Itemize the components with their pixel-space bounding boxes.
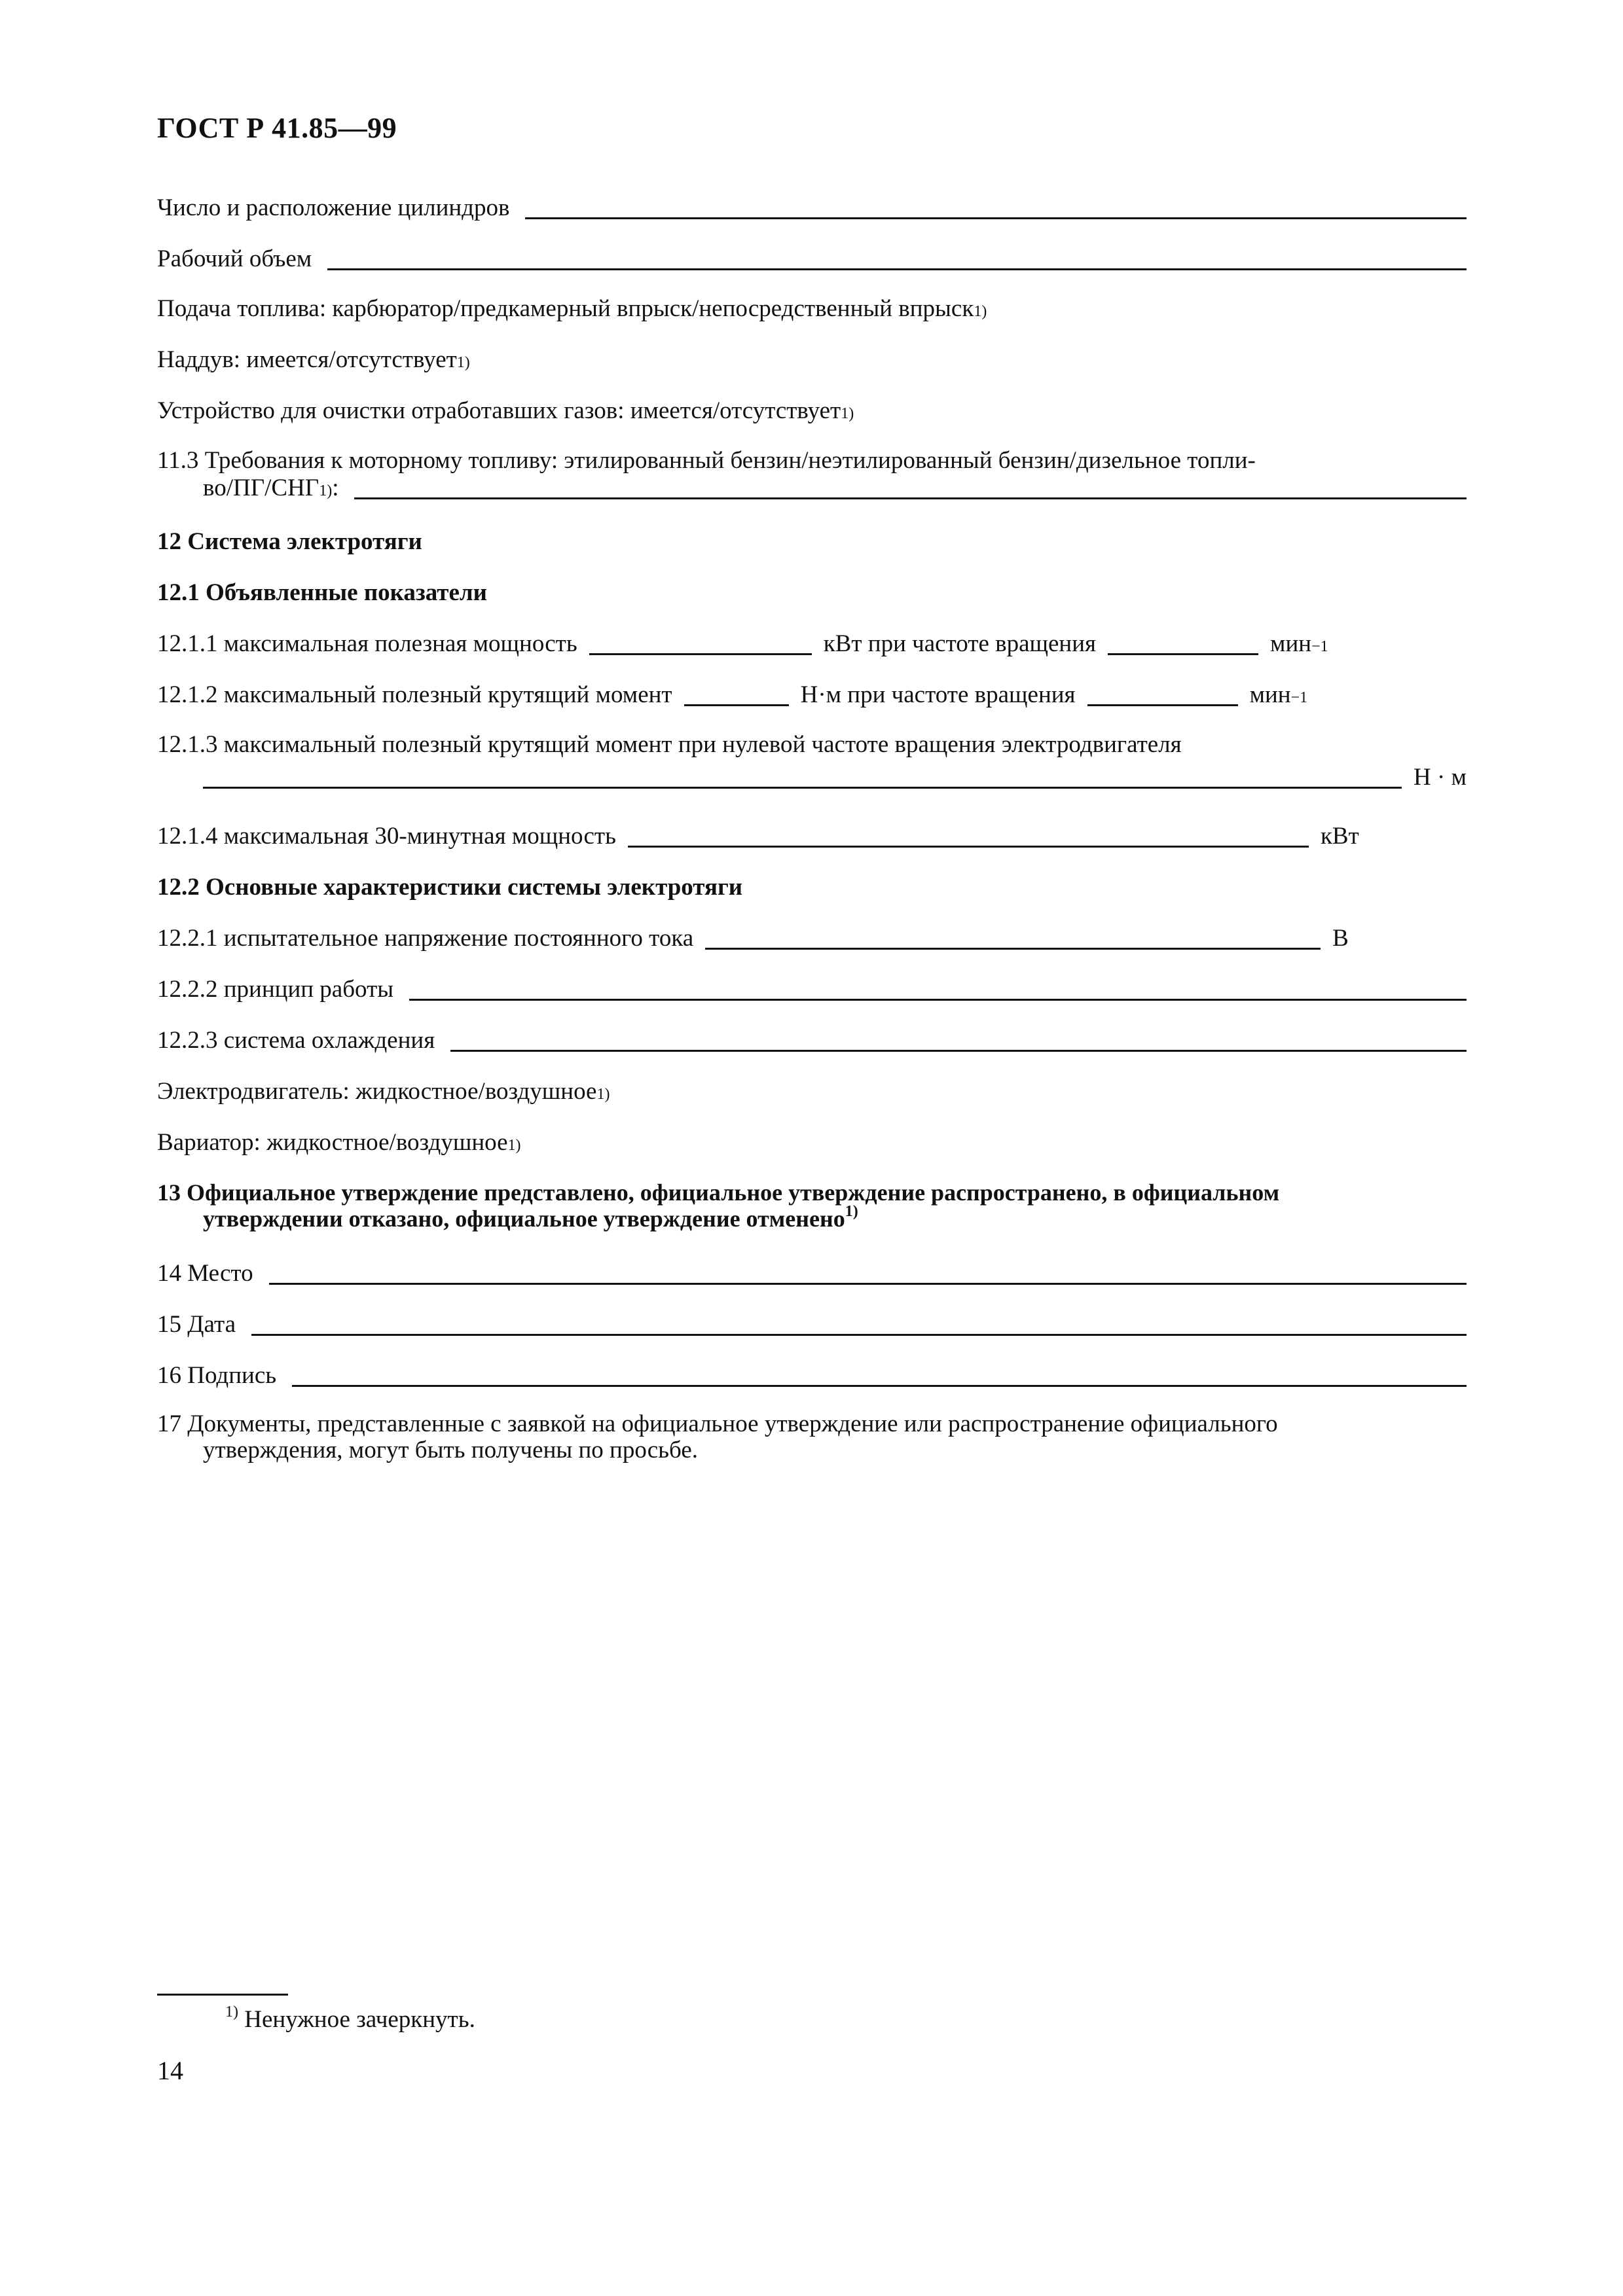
footnote-ref: 1): [845, 1203, 858, 1220]
item-12-1-1-unit: кВт при частоте вращения: [823, 630, 1097, 657]
max-power-speed-field[interactable]: [1108, 634, 1258, 655]
variator-row: Вариатор: жидкостное/воздушное 1): [157, 1129, 521, 1156]
item-12-2-1-label: 12.2.1 испытательное напряжение постоянного тока: [157, 925, 694, 952]
footnote-divider: [157, 1994, 288, 1996]
section-13-line2: [157, 1203, 1467, 1232]
signature-label: 16 Подпись: [157, 1362, 277, 1389]
motor-row: Электродвигатель: жидкостное/воздушное 1): [157, 1078, 610, 1105]
date-label: 15 Дата: [157, 1311, 236, 1338]
footnote-mark: 1): [225, 2003, 238, 2020]
exhaust-cleaning-row: Устройство для очистки отработавших газов: имеется/отсутствует 1): [157, 397, 854, 424]
item-12-1-1-row: 12.1.1 максимальная полезная мощность кВт при частоте вращения мин −1: [157, 630, 1328, 657]
fuel-supply-row: Подача топлива: карбюратор/предкамерный впрыск/непосредственный впрыск 1): [157, 295, 987, 322]
section-12-1-title: [157, 579, 1467, 607]
operating-principle-field[interactable]: [409, 979, 1467, 1001]
item-12-1-3-label: 12.1.3 максимальный полезный крутящий момент при нулевой частоте вращения электродвигателя: [157, 731, 1182, 758]
item-12-1-3-block: [157, 732, 1467, 791]
item-12-2-2-label: 12.2.2 принцип работы: [157, 976, 394, 1003]
section-12-title-text: 12 Система электротяги: [157, 528, 422, 555]
item-12-1-4-row: [157, 822, 1467, 850]
document-header: ГОСТ Р 41.85—99: [157, 112, 397, 144]
section-17-block: [157, 1411, 1467, 1463]
section-13-block: [157, 1179, 1467, 1232]
displacement-field[interactable]: [327, 249, 1467, 270]
fuel-requirements-block: [157, 448, 1467, 501]
item-12-1-4-end: кВт: [1320, 823, 1359, 850]
supercharge-label: Наддув: имеется/отсутствует: [157, 346, 457, 373]
fuel-requirements-line2: во/ПГ/СНГ 1) :: [157, 474, 1467, 501]
item-12-1-3-line2: [157, 763, 1467, 791]
item-12-1-2-label: 12.1.2 максимальный полезный крутящий момент: [157, 681, 672, 708]
date-field[interactable]: [251, 1314, 1467, 1336]
max-torque-field[interactable]: [684, 685, 789, 706]
item-12-1-3-end: Н · м: [1413, 764, 1467, 791]
section-17-line2: утверждения, могут быть получены по просьбе.: [203, 1437, 699, 1463]
displacement-row: [157, 245, 1467, 273]
section-12-2-title: [157, 873, 1467, 901]
test-voltage-field[interactable]: [705, 928, 1321, 950]
max-30min-power-field[interactable]: [628, 826, 1309, 848]
item-12-2-3-row: [157, 1026, 1467, 1054]
item-12-2-3-label: 12.2.3 система охлаждения: [157, 1027, 435, 1054]
motor-label: Электродвигатель: жидкостное/воздушное: [157, 1078, 597, 1105]
cylinders-row: [157, 194, 1467, 222]
signature-row: [157, 1361, 1467, 1390]
exhaust-cleaning-label: Устройство для очистки отработавших газов: имеется/отсутствует: [157, 397, 841, 424]
footnote: [225, 2005, 475, 2034]
item-12-1-1-end: мин: [1270, 630, 1312, 657]
zero-speed-torque-field[interactable]: [203, 767, 1402, 789]
item-12-1-4-label: 12.1.4 максимальная 30-минутная мощность: [157, 823, 616, 850]
item-12-2-2-row: [157, 975, 1467, 1003]
place-row: [157, 1259, 1467, 1287]
date-row: [157, 1310, 1467, 1338]
variator-label: Вариатор: жидкостное/воздушное: [157, 1129, 508, 1156]
item-12-1-2-row: 12.1.2 максимальный полезный крутящий момент Н·м при частоте вращения мин −1: [157, 681, 1308, 708]
item-12-1-2-end: мин: [1249, 681, 1291, 708]
fuel-requirements-field[interactable]: [354, 478, 1467, 499]
fuel-requirements-line1: 11.3 Требования к моторному топливу: этилированный бензин/неэтилированный бензин/дизельное топли-: [157, 447, 1256, 474]
signature-field[interactable]: [292, 1365, 1467, 1387]
section-13-line1: 13 Официальное утверждение представлено, официальное утверждение распространено, в официальном: [157, 1179, 1280, 1206]
cylinders-field[interactable]: [525, 198, 1467, 219]
place-label: 14 Место: [157, 1260, 253, 1287]
cooling-system-field[interactable]: [450, 1030, 1467, 1052]
item-12-1-1-label: 12.1.1 максимальная полезная мощность: [157, 630, 577, 657]
fuel-requirements-line2-text: во/ПГ/СНГ: [203, 475, 319, 501]
max-torque-speed-field[interactable]: [1087, 685, 1238, 706]
place-field[interactable]: [269, 1263, 1467, 1285]
item-12-1-2-unit: Н·м при частоте вращения: [800, 681, 1076, 708]
section-17-line1: 17 Документы, представленные с заявкой на официальное утверждение или распространение официального: [157, 1410, 1278, 1437]
section-12-2-title-text: 12.2 Основные характеристики системы электротяги: [157, 874, 743, 901]
displacement-label: Рабочий объем: [157, 245, 312, 272]
cylinders-label: Число и расположение цилиндров: [157, 194, 510, 221]
item-12-2-1-row: [157, 924, 1467, 952]
page-number: 14: [157, 2056, 183, 2085]
footnote-text: Ненужное зачеркнуть.: [238, 2006, 475, 2033]
fuel-requirements-colon: :: [332, 475, 339, 501]
supercharge-row: Наддув: имеется/отсутствует 1): [157, 346, 470, 373]
fuel-supply-label: Подача топлива: карбюратор/предкамерный впрыск/непосредственный впрыск: [157, 295, 974, 322]
item-12-2-1-end: В: [1332, 925, 1349, 952]
section-12-1-title-text: 12.1 Объявленные показатели: [157, 579, 487, 606]
max-power-field[interactable]: [589, 634, 812, 655]
section-13-line2-text: утверждении отказано, официальное утверждение отменено: [203, 1206, 845, 1232]
section-12-title: [157, 528, 1467, 556]
